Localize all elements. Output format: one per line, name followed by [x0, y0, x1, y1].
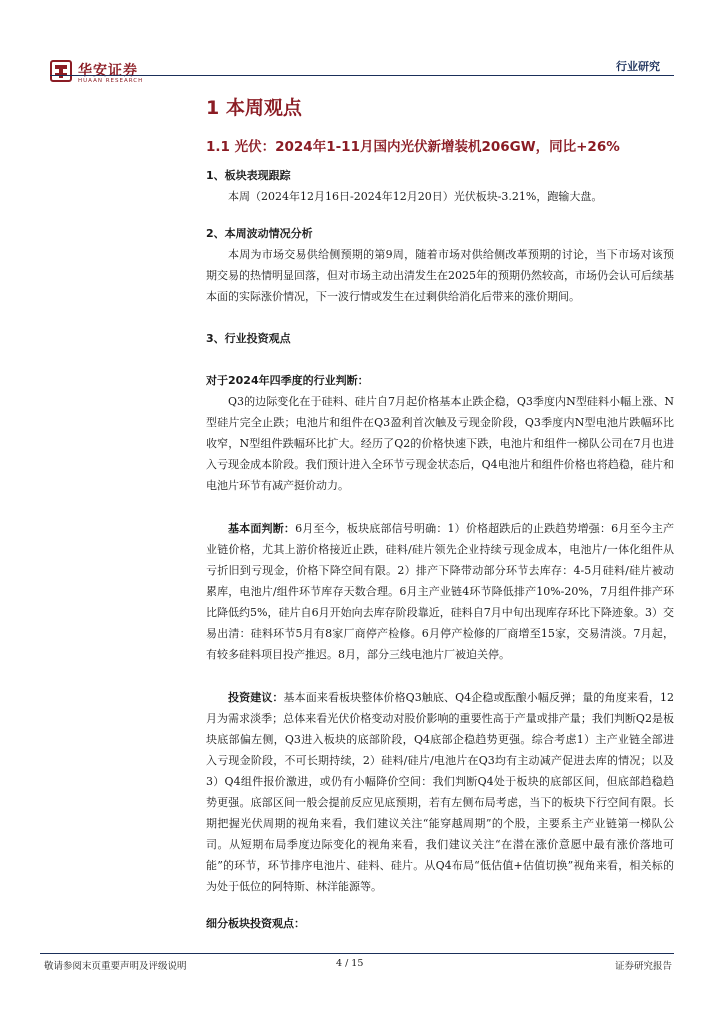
header-divider: [50, 75, 674, 76]
label-investment-advice: 投资建议：: [228, 691, 284, 704]
heading-volatility-analysis: 2、本周波动情况分析: [206, 227, 313, 240]
company-logo: [50, 58, 170, 88]
page-header: [0, 0, 724, 90]
paragraph-board-performance: 本周（2024年12月16日-2024年12月20日）光伏板块-3.21%，跑输大盘。: [228, 190, 603, 203]
logo-text-cn: 华安证券: [78, 63, 138, 79]
report-category: 行业研究: [616, 60, 660, 73]
footer-disclaimer: 敬请参阅末页重要声明及评级说明: [44, 961, 187, 972]
paragraph-fundamentals: [206, 518, 674, 665]
logo-seal-icon: [50, 60, 72, 82]
section-title: 1 本周观点: [206, 97, 302, 119]
page-number: 4 / 15: [336, 958, 364, 969]
heading-board-performance: 1、板块表现跟踪: [206, 169, 291, 182]
footer-report-type: 证券研究报告: [614, 961, 672, 972]
heading-investment-view: 3、行业投资观点: [206, 332, 291, 345]
label-fundamentals: 基本面判断：: [228, 522, 296, 535]
paragraph-q4-judgement: Q3的边际变化在于硅料、硅片自7月起价格基本止跌企稳，Q3季度内N型硅料小幅上涨、N型硅片完全止跌；电池片和组件在Q3盈利首次触及亏现金阶段，Q3季度内N型电池片跌幅环比收窄，N型组件跌幅环比扩大。经历了Q2的价格快速下跌，电池片和组件一梯队公司在7月也进入亏现金成本阶段。我们预计进入全环节亏现金状态后，Q4电池片和组件价格也将趋稳，硅片和电池片环节有减产挺价动力。: [206, 395, 674, 492]
text-investment-advice: 基本面来看板块整体价格Q3触底、Q4企稳或酝酿小幅反弹；量的角度来看，12月为需求淡季；总体来看光伏价格变动对股价影响的重要性高于产量或排产量；我们判断Q2是板块底部偏左侧，Q3进入板块的底部阶段，Q4底部企稳趋势更强。综合考虑1）主产业链全部进入亏现金阶段，不可长期持续，2）硅料/硅片/电池片在Q3均有主动减产促进去库的情况；以及3）Q4组件报价激进，或仍有小幅降价空间：我们判断Q4处于板块的底部区间，但底部趋稳趋势更强。底部区间一般会提前反应见底预期，若有左侧布局考虑，当下的板块下行空间有限。长期把握光伏周期的视角来看，我们建议关注“能穿越周期”的个股，主要系主产业链第一梯队公司。从短期布局季度边际变化的视角来看，我们建议关注“在潜在涨价意愿中最有涨价落地可能”的环节，环节排序电池片、硅料、硅片。从Q4布局“低估值+估值切换”视角来看，相关标的为处于低位的阿特斯、林洋能源等。: [206, 691, 675, 893]
heading-segment-views: 细分板块投资观点：: [206, 917, 305, 930]
subsection-title: 1.1 光伏：2024年1-11月国内光伏新增装机206GW，同比+26%: [206, 139, 620, 155]
paragraph-investment-advice: [206, 687, 674, 897]
text-fundamentals: 6月至今，板块底部信号明确：1）价格超跌后的止跌趋势增强：6月至今主产业链价格，尤其上游价格接近止跌，硅料/硅片领先企业持续亏现金成本，电池片/一体化组件从亏折旧到亏现金，价格下降空间有限。2）排产下降带动部分环节去库存：4-5月硅料/硅片被动累库，电池片/组件环节库存天数合理。6月主产业链4环节降低排产10%-20%，7月组件排产环比降低约5%，硅片自6月开始向去库存阶段靠近，硅料自7月中旬出现库存环比下降迹象。3）交易出清：硅料环节5月有8家厂商停产检修。6月停产检修的厂商增至15家，交易清淡。7月起，有较多硅料项目投产推迟。8月，部分三线电池片厂被迫关停。: [206, 522, 675, 661]
heading-q4-judgement: 对于2024年四季度的行业判断：: [206, 374, 369, 387]
paragraph-volatility-analysis: 本周为市场交易供给侧预期的第9周，随着市场对供给侧改革预期的讨论，当下市场对该预期交易的热情明显回落，但对市场主动出清发生在2025年的预期仍然较高，市场仍会认可后续基本面的实际涨价情况，下一波行情或发生在过剩供给消化后带来的涨价期间。: [206, 248, 674, 303]
logo-text-en: HUAAN RESEARCH: [78, 78, 144, 84]
main-content: [206, 92, 674, 934]
footer-divider: [40, 953, 674, 954]
